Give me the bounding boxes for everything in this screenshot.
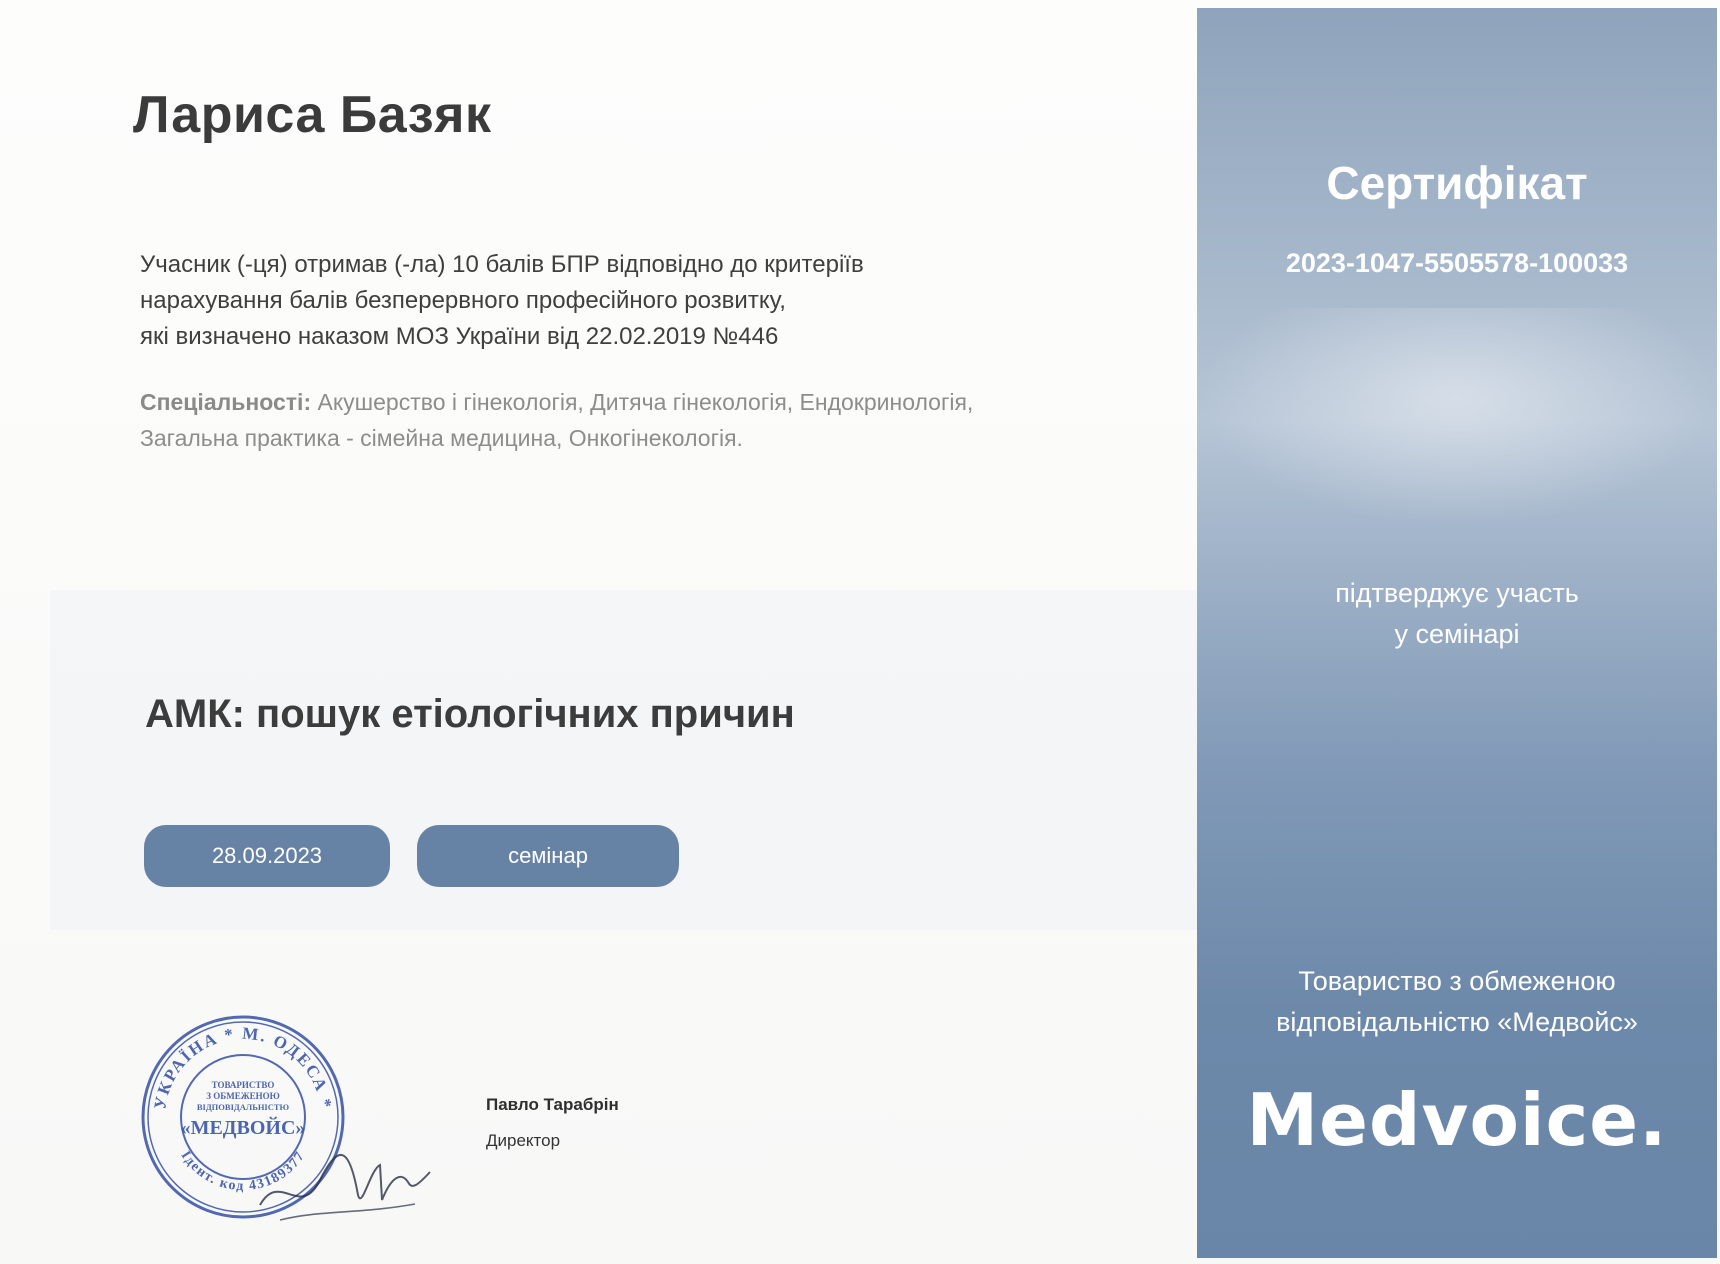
statement-text bbox=[140, 247, 980, 355]
organization-line: відповідальністю «Медвойс» bbox=[1276, 1007, 1638, 1037]
brand-logo: Medvoice. bbox=[1246, 1078, 1668, 1162]
panel-highlight bbox=[1197, 308, 1717, 528]
confirmation-line: підтверджує участь bbox=[1335, 578, 1579, 608]
statement-line: які визначено наказом МОЗ України від 22.02.2019 №446 bbox=[140, 323, 779, 350]
specialties-list: Акушерство і гінекологія, Дитяча гінекологія, Ендокринологія, bbox=[317, 389, 974, 415]
signer-role: Директор bbox=[486, 1131, 561, 1150]
specialties-line-2: Загальна практика - сімейна медицина, Онкогінекологія. bbox=[140, 425, 743, 451]
event-type-badge: семінар bbox=[417, 825, 679, 887]
specialties bbox=[140, 384, 1100, 456]
specialties-line-1 bbox=[140, 384, 1100, 420]
certificate-number: 2023-1047-5505578-100033 bbox=[1285, 248, 1629, 278]
recipient-name: Лариса Базяк bbox=[133, 86, 492, 144]
director-signature bbox=[240, 1110, 440, 1230]
signer-name: Павло Тарабрін bbox=[486, 1095, 619, 1114]
stamp-code-text: Ідент. код 43189377 bbox=[177, 1148, 309, 1195]
issuer-organization bbox=[1197, 961, 1717, 1043]
statement-line: Учасник (-ця) отримав (-ла) 10 балів БПР відповідно до критеріїв bbox=[140, 251, 864, 278]
certificate-confirmation bbox=[1197, 573, 1717, 655]
stamp-inner-top: ТОВАРИСТВО bbox=[211, 1080, 275, 1090]
stamp-inner-mid: З ОБМЕЖЕНОЮ bbox=[206, 1091, 280, 1101]
certificate-title: Сертифікат bbox=[1326, 157, 1588, 209]
stamp-center-text: «МЕДВОЙС» bbox=[180, 1117, 306, 1139]
stamp-outer-text: УКРАЇНА * М. ОДЕСА * bbox=[150, 1023, 336, 1111]
statement-line: нарахування балів безперервного професійного розвитку, bbox=[140, 287, 786, 314]
organization-line: Товариство з обмеженою bbox=[1298, 966, 1616, 996]
event-title: АМК: пошук етіологічних причин bbox=[145, 692, 795, 736]
certificate-side-panel bbox=[1197, 8, 1717, 1258]
confirmation-line: у семінарі bbox=[1394, 619, 1520, 649]
specialties-label: Спеціальності: bbox=[140, 389, 312, 415]
event-date-badge: 28.09.2023 bbox=[144, 825, 390, 887]
stamp-inner-mid: ВІДПОВІДАЛЬНІСТЮ bbox=[196, 1102, 290, 1112]
